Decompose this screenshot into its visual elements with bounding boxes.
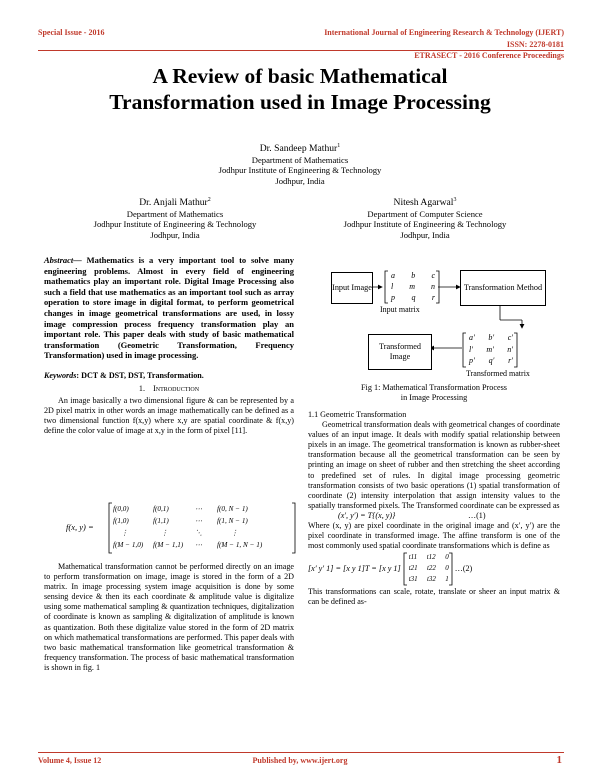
matrix-cell: m'	[486, 344, 494, 354]
author-3-name: Nitesh Agarwal	[393, 197, 454, 209]
header-journal: International Journal of Engineering Research & Technology (IJERT)	[324, 28, 564, 37]
right-column	[308, 410, 560, 608]
matrix-cell: n	[430, 282, 435, 291]
matrix-cell: 0	[445, 564, 449, 573]
matrix-body	[113, 503, 291, 551]
equation-1	[308, 511, 560, 521]
matrix-cell: t11	[408, 553, 418, 562]
matrix-cell: ⋯	[195, 505, 203, 513]
eq2-row	[409, 552, 449, 563]
matrix-lhs: f(x, y) =	[66, 522, 94, 532]
matrix-row-3	[113, 539, 291, 551]
matrix-cell: a'	[469, 333, 475, 342]
matrix-cell: ⋮	[121, 529, 129, 537]
equation-2-number: …(2)	[454, 564, 473, 574]
abstract-text: Mathematics is a very important tool to solve many engineering problems. Almost in every field of engineering mathematics play an important role. Digital Image Processing also such a field that use mathematics as an important tool such as array operation to store image in digital format, to perform geometrical changes in image geometrical transformations are used, in lossy image compression process frequency transformation play an important role. This paper deals with study of basic mathematical transformation (Geometric Transformation, Frequency Transformation) used in image processing.	[44, 255, 294, 361]
figure-caption-line-1: Fig 1: Mathematical Transformation Process	[361, 383, 507, 392]
transformation-method-box: Transformation Method	[460, 270, 546, 306]
author-2	[60, 195, 290, 241]
matrix-cell: f(1, N − 1)	[217, 517, 248, 525]
abstract	[44, 255, 294, 361]
author-2-loc: Jodhpur, India	[150, 229, 200, 240]
matrix-cell: f(1,0)	[113, 517, 129, 525]
header-issn: ISSN: 2278-0181	[506, 40, 564, 49]
matrix-cell: q'	[488, 356, 495, 365]
geometric-paragraph-2: Where (x, y) are pixel coordinate in the original image and (x′, y′) are the pixel coordinate in transformed image. The affine transform is one of the most commonly used spatial coordinate transformations which is define as	[308, 521, 560, 551]
paper-title	[0, 63, 600, 115]
matrix-cell: 1	[445, 575, 449, 584]
equation-1-number: …(1)	[468, 510, 486, 520]
matrix-cell: 0	[445, 553, 449, 562]
matrix-cell: ⋮	[161, 529, 169, 537]
matrix-cell: t32	[426, 575, 436, 584]
footer-volume: Volume 4, Issue 12	[38, 756, 102, 765]
matrix-cell: t22	[426, 564, 436, 573]
matrix-cell: f(M − 1,0)	[113, 541, 144, 549]
author-1	[150, 141, 450, 187]
matrix-cell: t12	[426, 553, 436, 562]
author-1-name: Dr. Sandeep Mathur	[259, 143, 338, 155]
input-matrix-body	[391, 270, 435, 303]
matrix-equation	[66, 502, 296, 554]
eq2-row	[409, 563, 449, 574]
matrix-cell: a	[391, 271, 395, 280]
footer-rule	[38, 752, 564, 753]
matrix-row-2	[113, 527, 291, 539]
matrix-cell: ⋯	[195, 541, 203, 549]
title-line-2: Transformation used in Image Processing	[109, 90, 491, 114]
author-1-inst: Jodhpur Institute of Engineering & Technology	[218, 165, 382, 176]
author-3-loc: Jodhpur, India	[400, 229, 450, 240]
page-number: 1	[556, 754, 562, 766]
keywords-text: : DCT & DST, DST, Transformation.	[76, 370, 204, 380]
figure-caption	[306, 383, 562, 403]
matrix-cell: p	[391, 293, 395, 302]
author-1-dept: Department of Mathematics	[251, 154, 349, 165]
matrix-cell: ⋯	[195, 517, 203, 525]
author-3-inst: Jodhpur Institute of Engineering & Technology	[343, 219, 507, 230]
author-1-sup: 1	[337, 143, 341, 149]
output-matrix-label: Transformed matrix	[466, 369, 530, 378]
header-issue: Special Issue - 2016	[38, 28, 105, 37]
matrix-row-0	[113, 503, 291, 515]
matrix-cell: c	[431, 271, 435, 280]
output-matrix	[462, 332, 518, 368]
author-2-dept: Department of Mathematics	[126, 208, 224, 219]
figure-caption-line-2: in Image Processing	[400, 393, 468, 402]
intro-paragraph-2: Mathematical transformation cannot be performed directly on an image to perform transformation on image, image is stored in the form of a 2D matrix. In image processing system image acquisition is done by some sensing device & then its each coordinate & amplitude value is digitalize using some mathematical sampling & quantization techniques, digitalization of coordinate is known as sampling & digitalization of amplitude is known as quantization. Both these digitalize value stored in the form of 2D matrix on which mathematical transformations are performed. This paper deals with two basic mathematical transformation like geometrical transformation & frequency transformation. The process of basic mathematical transformation is shown in fig. 1	[44, 562, 294, 672]
output-matrix-row	[469, 332, 513, 344]
left-column	[44, 255, 294, 437]
matrix-cell: n'	[507, 344, 513, 354]
matrix-cell: r'	[508, 356, 513, 365]
matrix-cell: f(0, N − 1)	[217, 505, 248, 513]
eq2-row	[409, 574, 449, 585]
intro-heading	[44, 384, 294, 394]
matrix-cell: p'	[469, 356, 475, 365]
matrix-cell: l	[391, 282, 394, 291]
matrix-cell: ⋮	[231, 529, 239, 537]
geometric-paragraph-3: This transformations can scale, rotate, translate or sheer an input matrix & can be defined as-	[308, 587, 560, 607]
input-matrix-row	[391, 281, 435, 292]
author-3	[310, 195, 540, 241]
input-image-box: Input Image	[331, 272, 373, 304]
intro-paragraph-1: An image basically a two dimensional figure & can be represented by a 2D pixel matrix in other words an image mathematically can be defined as a two dimensional function f(x,y) where x,y are spatial coordinate & f(x,y) define the color value of image at x,y in the form of pixel [11].	[44, 396, 294, 436]
header-conference: ETRASECT - 2016 Conference Proceedings	[414, 51, 564, 60]
matrix-cell: f(M − 1, N − 1)	[217, 541, 263, 549]
matrix-cell: f(0,0)	[113, 505, 129, 513]
output-matrix-row	[469, 355, 513, 367]
keywords	[44, 371, 294, 381]
author-2-inst: Jodhpur Institute of Engineering & Technology	[93, 219, 257, 230]
equation-2-matrix-body	[409, 552, 449, 585]
matrix-cell: f(1,1)	[153, 517, 169, 525]
keywords-label: Keywords	[44, 370, 77, 380]
title-line-1: A Review of basic Mathematical	[152, 64, 448, 88]
equation-2-matrix	[403, 552, 453, 586]
input-matrix-row	[391, 270, 435, 281]
matrix-cell: t21	[408, 564, 418, 573]
matrix-cell: b	[411, 271, 416, 280]
geometric-paragraph-1: Geometrical transformation deals with geometrical changes of coordinate values of an input image. It deals with modify spatial relationship between pixels in an image. The geometrical transformation is known as rubber-sheet transformation because all the geometrical transformation can be seen by printing an image on sheet of rubber and then stretching the sheet according to predefined set of rules. In digital image processing geometric transformation consists of two basic operations (1) spatial transformation of coordinate (2) intensity interpolation that assign intensity values to the spatially transformed pixels. The Transformed coordinate can be expressed as	[308, 420, 560, 510]
input-matrix-row	[391, 292, 435, 303]
geometric-heading: 1.1 Geometric Transformation	[308, 410, 407, 419]
equation-1-body: (x′, y′) = T{(x, y)}	[338, 510, 396, 520]
equation-2	[308, 551, 560, 587]
matrix-cell: f(M − 1,1)	[153, 541, 184, 549]
matrix-cell: ⋱	[195, 529, 203, 537]
transformed-image-box: Transformed Image	[368, 334, 432, 370]
left-column-lower	[44, 562, 294, 673]
abstract-label: Abstract—	[44, 255, 82, 265]
input-matrix-label: Input matrix	[380, 305, 420, 314]
intro-title: Introduction	[153, 384, 200, 394]
matrix-cell: q	[411, 293, 416, 302]
author-2-sup: 2	[207, 197, 211, 203]
input-matrix	[384, 270, 440, 304]
author-1-loc: Jodhpur, India	[275, 175, 325, 186]
matrix-cell: f(0,1)	[153, 505, 169, 513]
output-matrix-row	[469, 344, 513, 356]
matrix-cell: t31	[408, 575, 418, 584]
matrix-cell: b'	[488, 333, 495, 342]
footer-publisher: Published by, www.ijert.org	[252, 756, 348, 765]
matrix-cell: c'	[507, 333, 513, 342]
matrix-cell: r	[431, 293, 435, 302]
matrix-cell: m	[409, 282, 415, 291]
intro-number: 1.	[138, 384, 145, 394]
matrix-row-1	[113, 515, 291, 527]
author-3-dept: Department of Computer Science	[367, 208, 483, 219]
output-matrix-body	[469, 332, 513, 367]
author-3-sup: 3	[453, 197, 457, 203]
matrix-cell: l'	[469, 344, 473, 354]
author-2-name: Dr. Anjali Mathur	[139, 197, 208, 209]
equation-2-lhs: [x′ y′ 1] = [x y 1]T = [x y 1]	[308, 564, 401, 574]
